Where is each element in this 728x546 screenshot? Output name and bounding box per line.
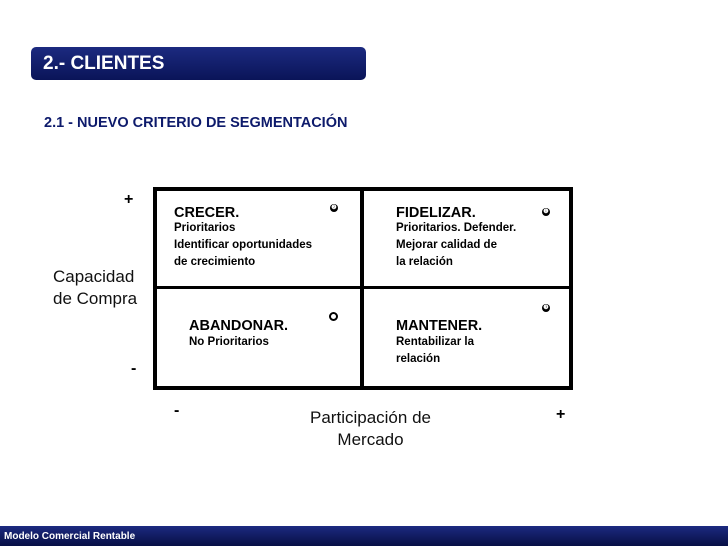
x-axis-low-sign: -: [174, 402, 180, 419]
footer-bar: [0, 526, 728, 546]
matrix-horizontal-divider: [153, 286, 573, 289]
quadrant-abandonar-marker: [329, 312, 338, 321]
quadrant-abandonar-text: No Prioritarios: [189, 336, 269, 348]
quadrant-mantener-marker: ❸: [543, 305, 549, 311]
quadrant-abandonar-title: ABANDONAR.: [189, 318, 289, 334]
y-axis-high-sign: +: [124, 191, 134, 208]
section-title-bar: [31, 47, 366, 80]
footer-text: Modelo Comercial Rentable: [4, 531, 136, 542]
y-axis-label: [53, 266, 137, 310]
y-axis-label-line1: Capacidad: [53, 267, 135, 286]
section-title: 2.- CLIENTES: [43, 53, 165, 74]
quadrant-fidelizar-marker: ❶: [543, 209, 549, 215]
quadrant-mantener-title: MANTENER.: [396, 318, 483, 334]
quadrant-fidelizar-title: FIDELIZAR.: [396, 205, 476, 221]
subsection-title: 2.1 - NUEVO CRITERIO DE SEGMENTACIÓN: [44, 115, 348, 131]
quadrant-crecer-title: CRECER.: [174, 205, 240, 221]
x-axis-label: [308, 407, 433, 451]
quadrant-mantener-text: Rentabilizar la relación: [396, 336, 474, 365]
x-axis-label-line1: Participación de: [310, 408, 431, 427]
x-axis-label-line2: Mercado: [337, 430, 404, 449]
y-axis-label-line2: de Compra: [53, 289, 138, 308]
quadrant-crecer-text: Prioritarios Identificar oportunidades de crecimiento: [174, 222, 313, 268]
quadrant-fidelizar-text: Prioritarios. Defender. Mejorar calidad de la relación: [396, 222, 517, 268]
x-axis-high-sign: +: [556, 406, 566, 423]
y-axis-low-sign: -: [131, 360, 137, 377]
quadrant-crecer-marker: ❷: [331, 205, 337, 211]
